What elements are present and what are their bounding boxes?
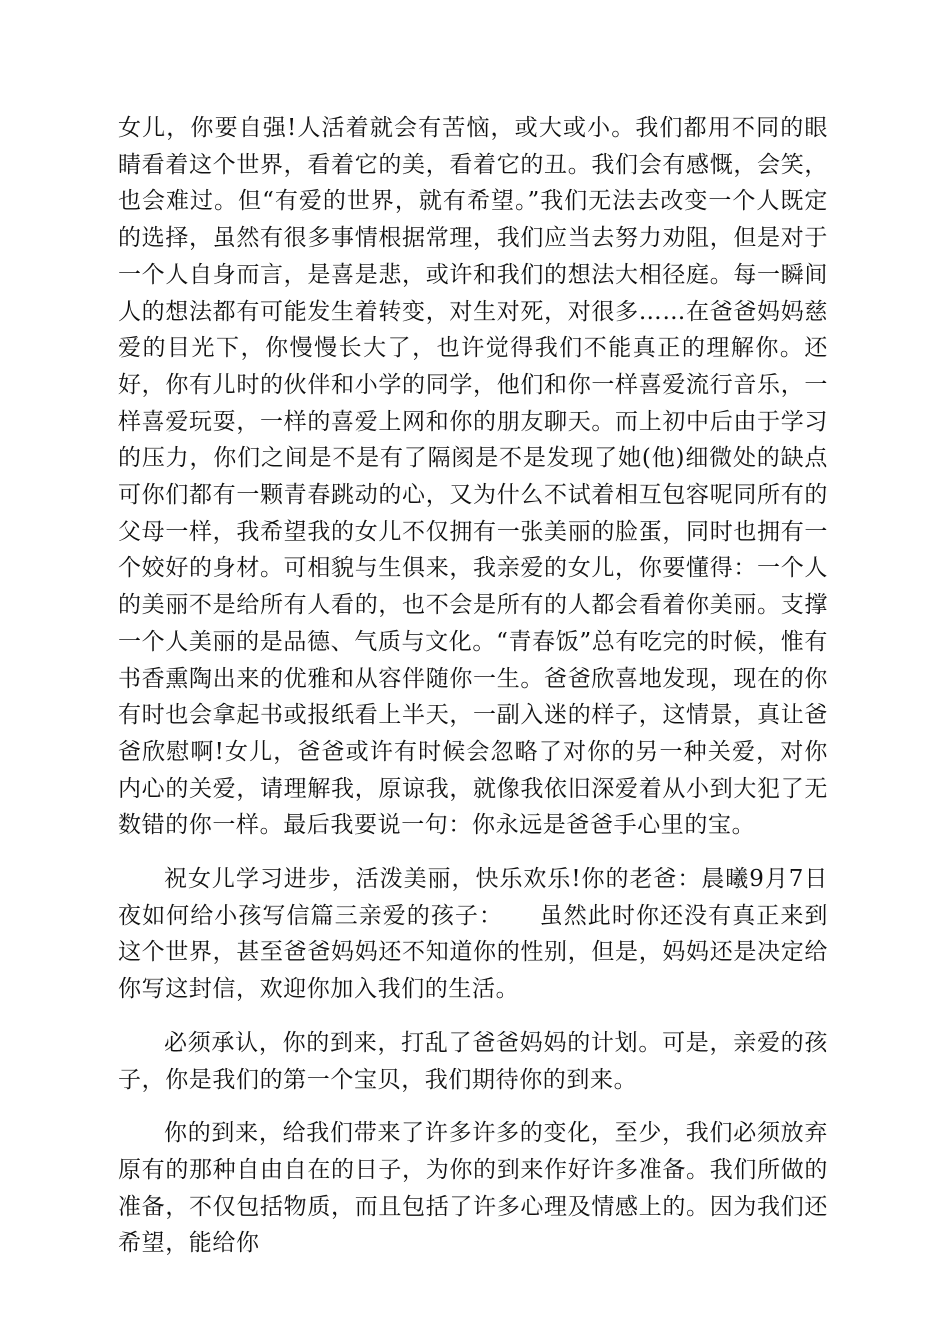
paragraph-2: 祝女儿学习进步，活泼美丽，快乐欢乐!你的老爸：晨曦9月7日夜如何给小孩写信篇三亲爱的孩子： 虽然此时你还没有真正来到这个世界，甚至爸爸妈妈还不知道你的性别，但是，妈妈还是决定给你写这封信，欢迎你加入我们的生活。 bbox=[118, 866, 828, 1003]
paragraph-3: 必须承认，你的到来，打乱了爸爸妈妈的计划。可是，亲爱的孩子，你是我们的第一个宝贝，我们期待你的到来。 bbox=[118, 1029, 828, 1093]
document-body bbox=[118, 110, 828, 1262]
paragraph-4: 你的到来，给我们带来了许多许多的变化，至少，我们必须放弃原有的那种自由自在的日子，为你的到来作好许多准备。我们所做的准备，不仅包括物质，而且包括了许多心理及情感上的。因为我们还希望，能给你 bbox=[118, 1120, 828, 1257]
paragraph-1: 女儿，你要自强!人活着就会有苦恼，或大或小。我们都用不同的眼睛看着这个世界，看着它的美，看着它的丑。我们会有感慨，会笑，也会难过。但“有爱的世界，就有希望。”我们无法去改变一个人既定的选择，虽然有很多事情根据常理，我们应当去努力劝阻，但是对于一个人自身而言，是喜是悲，或许和我们的想法大相径庭。每一瞬间人的想法都有可能发生着转变，对生对死，对很多……在爸爸妈妈慈爱的目光下，你慢慢长大了，也许觉得我们不能真正的理解你。还好，你有儿时的伙伴和小学的同学，他们和你一样喜爱流行音乐，一样喜爱玩耍，一样的喜爱上网和你的朋友聊天。而上初中后由于学习的压力，你们之间是不是有了隔阂是不是发现了她(他)细微处的缺点可你们都有一颗青春跳动的心，又为什么不试着相互包容呢同所有的父母一样，我希望我的女儿不仅拥有一张美丽的脸蛋，同时也拥有一个姣好的身材。可相貌与生俱来，我亲爱的女儿，你要懂得：一个人的美丽不是给所有人看的，也不会是所有的人都会看着你美丽。支撑一个人美丽的是品德、气质与文化。“青春饭”总有吃完的时候，惟有书香熏陶出来的优雅和从容伴随你一生。爸爸欣喜地发现，现在的你有时也会拿起书或报纸看上半天，一副入迷的样子，这情景，真让爸爸欣慰啊!女儿，爸爸或许有时候会忽略了对你的另一种关爱，对你内心的关爱，请理解我，原谅我，就像我依旧深爱着从小到大犯了无数错的你一样。最后我要说一句：你永远是爸爸手心里的宝。 bbox=[118, 115, 828, 839]
